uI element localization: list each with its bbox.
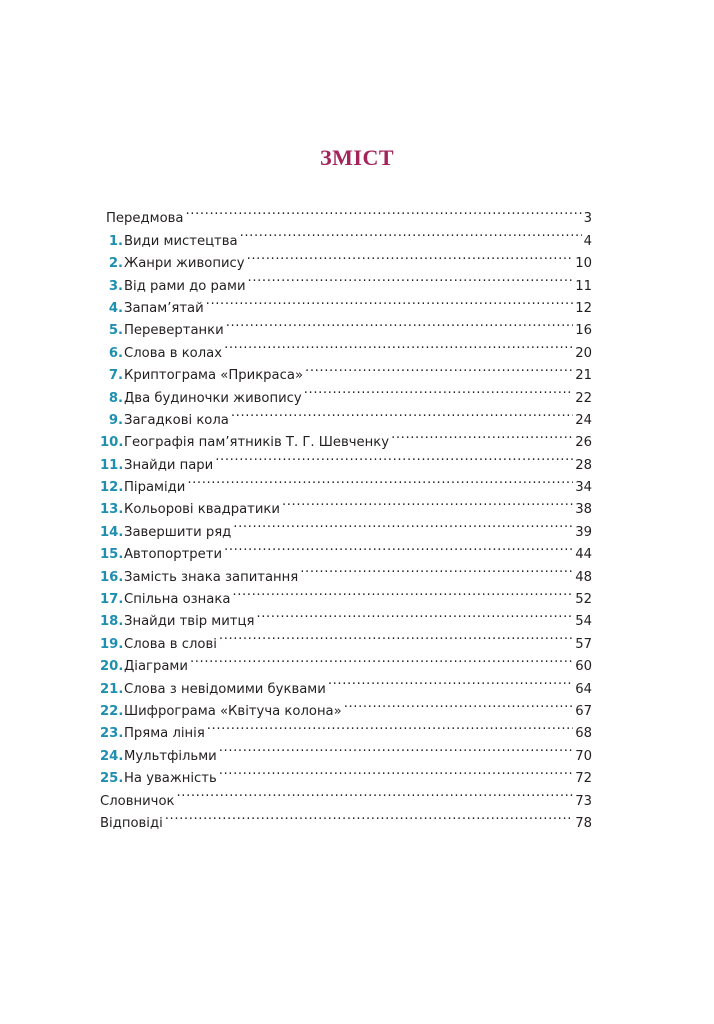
dot-leader	[206, 290, 574, 312]
dot-leader	[328, 670, 573, 692]
toc-entry-number: 4.	[108, 300, 123, 316]
toc-entry-label: Два будиночки живопису	[124, 390, 302, 406]
toc-entry-number: 19.	[100, 636, 124, 652]
toc-entry-label: Жанри живопису	[124, 256, 245, 272]
toc-entry-number: 24.	[100, 748, 124, 764]
toc-entry-label: Відповіді	[100, 815, 163, 831]
toc-entry-label: Шифрограма «Квітуча колона»	[124, 703, 342, 719]
toc-entry-number: 7.	[108, 368, 123, 384]
dot-leader	[215, 446, 573, 468]
toc-entry	[100, 200, 592, 227]
toc-entry-page: 26	[575, 435, 592, 451]
toc-entry-page: 57	[575, 636, 592, 652]
toc-entry-label: Перевертанки	[124, 323, 224, 339]
toc-entry-page: 4	[583, 233, 592, 249]
dot-leader	[226, 312, 574, 334]
dot-leader	[305, 357, 573, 379]
toc-entry-number: 23.	[100, 726, 124, 742]
dot-leader	[207, 715, 573, 737]
toc-entry-number: 10.	[100, 435, 124, 451]
toc-entry-page: 16	[575, 323, 592, 339]
toc-entry-label: Слова в колах	[124, 345, 223, 361]
toc-entry-label: Діаграми	[124, 659, 188, 675]
table-of-contents	[100, 200, 592, 831]
toc-entry-page: 34	[575, 480, 592, 496]
toc-entry-number: 16.	[100, 569, 124, 585]
toc-entry-label: Словничок	[100, 793, 175, 809]
toc-entry-number: 25.	[100, 771, 124, 787]
toc-entry-page: 48	[575, 569, 592, 585]
toc-entry-number: 17.	[100, 592, 124, 608]
toc-entry-page: 44	[575, 547, 592, 563]
dot-leader	[233, 513, 573, 535]
toc-entry-label: Знайди твір митця	[124, 614, 255, 630]
toc-entry-page: 3	[583, 211, 592, 227]
toc-entry-page: 21	[575, 368, 592, 384]
toc-entry-label: Спільна ознака	[124, 592, 231, 608]
dot-leader	[247, 245, 574, 267]
toc-entry-number: 1.	[108, 233, 123, 249]
dot-leader	[219, 625, 573, 647]
dot-leader	[240, 222, 582, 244]
dot-leader	[187, 469, 573, 491]
toc-entry-label: Піраміди	[124, 480, 186, 496]
dot-leader	[219, 760, 574, 782]
toc-entry-page: 64	[575, 681, 592, 697]
dot-leader	[224, 536, 573, 558]
page-title: ЗМІСТ	[320, 145, 394, 170]
toc-entry-page: 78	[575, 815, 592, 831]
toc-entry-label: Замість знака запитання	[124, 569, 299, 585]
dot-leader	[232, 581, 573, 603]
dot-leader	[219, 737, 573, 759]
toc-entry-page: 22	[575, 390, 592, 406]
dot-leader	[177, 782, 574, 804]
dot-leader	[224, 334, 573, 356]
toc-entry-number: 21.	[100, 681, 124, 697]
toc-entry-page: 73	[575, 793, 592, 809]
dot-leader	[190, 648, 573, 670]
toc-entry-label: Загадкові кола	[124, 412, 229, 428]
toc-entry-number: 15.	[100, 547, 124, 563]
toc-entry-label: На уважність	[124, 771, 217, 787]
dot-leader	[256, 603, 573, 625]
toc-entry-label: Запам’ятай	[124, 300, 204, 316]
toc-entry-page: 38	[575, 502, 592, 518]
toc-entry-label: Від рами до рами	[124, 278, 246, 294]
toc-entry-number: 20.	[100, 659, 124, 675]
toc-entry-page: 28	[575, 457, 592, 473]
toc-entry-label: Знайди пари	[124, 457, 214, 473]
dot-leader	[391, 424, 573, 446]
toc-entry-label: Слова з невідомими буквами	[124, 681, 326, 697]
toc-entry-label: Слова в слові	[124, 636, 217, 652]
toc-entry-number: 5.	[108, 323, 123, 339]
toc-entry-label: Пряма лінія	[124, 726, 205, 742]
dot-leader	[165, 805, 573, 827]
toc-entry-page: 12	[575, 300, 592, 316]
toc-entry-number: 2.	[108, 256, 123, 272]
dot-leader	[300, 558, 573, 580]
toc-entry-page: 67	[575, 703, 592, 719]
toc-entry-number: 9.	[108, 412, 123, 428]
dot-leader	[231, 402, 573, 424]
toc-entry	[100, 805, 592, 831]
toc-entry-number: 22.	[100, 703, 124, 719]
toc-entry-number: 12.	[100, 480, 124, 496]
toc-entry-label: Мультфільми	[124, 748, 217, 764]
toc-entry-page: 60	[575, 659, 592, 675]
toc-entry-page: 52	[575, 592, 592, 608]
toc-entry-page: 72	[575, 771, 592, 787]
toc-entry-number: 18.	[100, 614, 124, 630]
toc-entry-label: Автопортрети	[124, 547, 223, 563]
dot-leader	[304, 379, 573, 401]
toc-entry-page: 24	[575, 412, 592, 428]
toc-entry-number: 14.	[100, 524, 124, 540]
toc-entry-label: Передмова	[106, 211, 184, 227]
toc-entry-number: 6.	[108, 345, 123, 361]
dot-leader	[282, 491, 573, 513]
toc-entry-page: 20	[575, 345, 592, 361]
toc-entry-page: 68	[575, 726, 592, 742]
dot-leader	[186, 200, 582, 222]
toc-entry-label: Географія пам’ятників Т. Г. Шевченку	[124, 435, 390, 451]
toc-entry-page: 11	[575, 278, 592, 294]
toc-entry-label: Завершити ряд	[124, 524, 232, 540]
toc-entry-number: 8.	[108, 390, 123, 406]
toc-entry-number: 13.	[100, 502, 124, 518]
toc-entry-page: 70	[575, 748, 592, 764]
toc-entry-label: Види мистецтва	[124, 233, 238, 249]
dot-leader	[248, 267, 574, 289]
toc-entry-number: 3.	[108, 278, 123, 294]
toc-entry-page: 39	[575, 524, 592, 540]
dot-leader	[344, 693, 574, 715]
toc-entry-page: 54	[575, 614, 592, 630]
toc-entry-page: 10	[575, 256, 592, 272]
toc-entry-number: 11.	[100, 457, 124, 473]
toc-entry-label: Кольорові квадратики	[124, 502, 280, 518]
toc-entry-label: Криптограма «Прикраса»	[124, 368, 304, 384]
